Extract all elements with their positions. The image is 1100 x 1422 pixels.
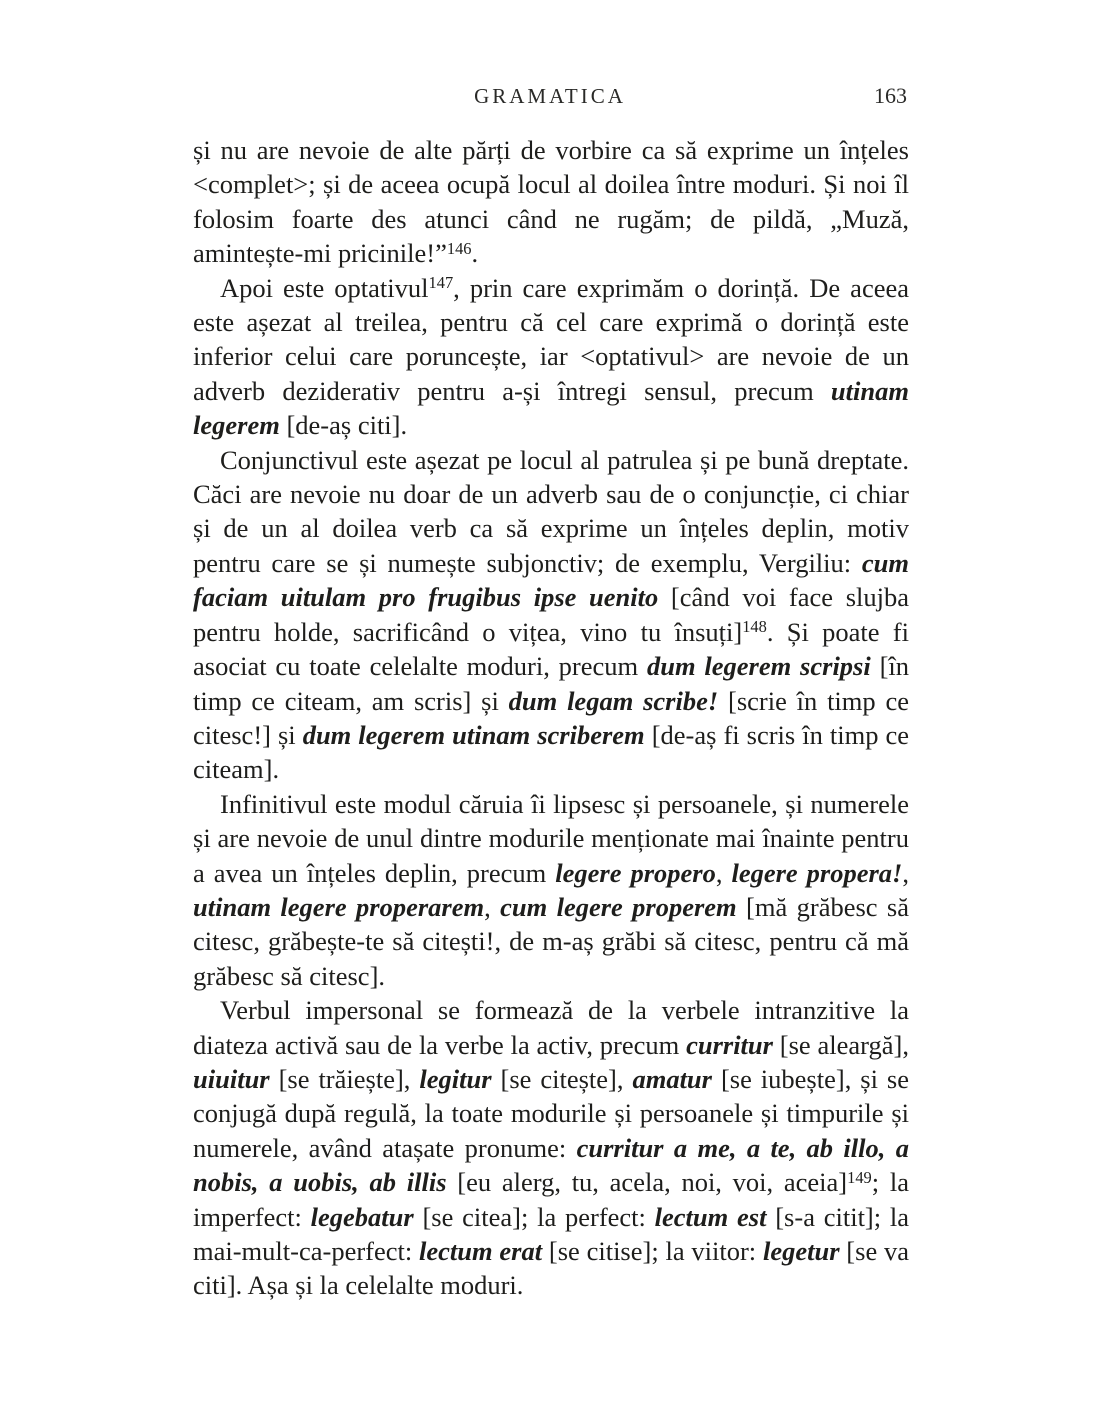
latin-phrase: uiuitur (193, 1063, 270, 1094)
latin-phrase: dum legam scribe! (508, 685, 719, 716)
text-run: , prin care exprimăm o dorință. De aceea este așezat al treilea, pentru că cel care exprimă o dorință este inferior celui care poruncește, iar <optativul> are nevoie de un adverb deziderativ pentru a-și întregi sensul, precum (193, 272, 909, 406)
paragraph (193, 443, 909, 787)
text-run: [se citea]; la perfect: (413, 1201, 655, 1232)
text-run: [de-aș fi scris în timp ce citeam]. (193, 719, 909, 785)
latin-phrase: lectum erat (419, 1236, 543, 1266)
latin-phrase: amatur (632, 1063, 712, 1094)
latin-phrase: legere propero (555, 857, 716, 888)
text-run: [se aleargă], (772, 1029, 909, 1060)
latin-phrase: curritur (686, 1029, 773, 1060)
text-run: Apoi este optativul (220, 272, 429, 303)
text-run: [se iubește], și se conjugă după regulă, la toate modurile și persoanele și timpurile și numerele, având atașate pronume: (193, 1063, 909, 1163)
paragraph (193, 993, 909, 1303)
text-run: , (902, 857, 909, 888)
paragraph (193, 271, 909, 443)
text-run: Conjunctivul este așezat pe locul al patrulea și pe bună dreptate. Căci are nevoie nu doar de un adverb sau de o conjuncție, ci chiar și de un al doilea verb ca să exprime un înțeles deplin, motiv pentru care se și numește subjonctiv; de exemplu, Vergiliu: (193, 444, 909, 578)
footnote-ref: 147 (428, 273, 454, 293)
paragraph (193, 133, 909, 271)
text-run: . (471, 238, 479, 269)
latin-phrase: lectum est (654, 1201, 767, 1232)
footnote-ref: 148 (742, 617, 767, 637)
text-run: . Și poate fi asociat cu toate celelalte moduri, precum (193, 616, 909, 682)
latin-phrase: cum faciam uitulam pro frugibus ipse uenito (193, 547, 909, 613)
text-run: ; la imperfect: (193, 1167, 909, 1232)
text-run: , (715, 857, 732, 888)
text-run: Verbul impersonal se formează de la verbele intranzitive la diateza activă sau de la verbe la activ, precum (193, 995, 909, 1060)
text-run: [mă grăbesc să citesc, grăbește-te să citești!, de m-aș grăbi să citesc, pentru că mă grăbesc să citesc]. (193, 891, 909, 991)
latin-phrase: legitur (419, 1063, 492, 1094)
text-run: [se trăiește], (269, 1063, 420, 1094)
latin-phrase: curritur a me, a te, ab illo, a nobis, a uobis, ab illis (193, 1132, 909, 1198)
footnote-ref: 146 (446, 239, 472, 259)
page-body (193, 133, 909, 1303)
text-run: [de-aș citi]. (279, 410, 408, 441)
latin-phrase: legetur (762, 1236, 840, 1266)
text-run: [se citise]; la viitor: (542, 1236, 763, 1266)
page-number: 163 (874, 83, 907, 108)
latin-phrase: legebatur (310, 1201, 414, 1232)
latin-phrase: legere propera! (731, 857, 903, 888)
text-run: [când voi face slujba pentru holde, sacrificând o vițea, vino tu însuți] (193, 582, 909, 647)
text-run: [se citește], (491, 1063, 633, 1094)
running-head-title: GRAMATICA (474, 84, 626, 108)
latin-phrase: utinam legere properarem (193, 891, 485, 922)
latin-phrase: dum legerem utinam scriberem (302, 719, 645, 750)
text-run: [eu alerg, tu, acela, noi, voi, aceia] (446, 1167, 848, 1198)
text-run: și nu are nevoie de alte părți de vorbire ca să exprime un înțeles <complet>; și de aceea ocupă locul al doilea între moduri. Și noi îl folosim foarte des atunci când ne rugăm; de pildă, „Muză, amintește-mi pricinile!” (193, 135, 909, 269)
paragraph (193, 787, 909, 993)
latin-phrase: cum legere properem (500, 891, 737, 922)
latin-phrase: utinam legerem (193, 375, 909, 441)
text-run: , (484, 891, 501, 922)
footnote-ref: 149 (847, 1167, 872, 1187)
text-run: [scrie în timp ce citesc!] și (193, 685, 909, 750)
text-run: Infinitivul este modul căruia îi lipsesc și persoanele, și numerele și are nevoie de unul dintre modurile menționate mai înainte pentru a avea un înțeles deplin, precum (193, 788, 909, 888)
text-run: [s-a citit]; la mai-mult-ca-perfect: (193, 1201, 909, 1266)
text-run: [în timp ce citeam, am scris] și (193, 651, 910, 716)
latin-phrase: dum legerem scripsi (646, 651, 871, 682)
text-run: [se va citi]. Așa și la celelalte moduri. (193, 1236, 909, 1301)
